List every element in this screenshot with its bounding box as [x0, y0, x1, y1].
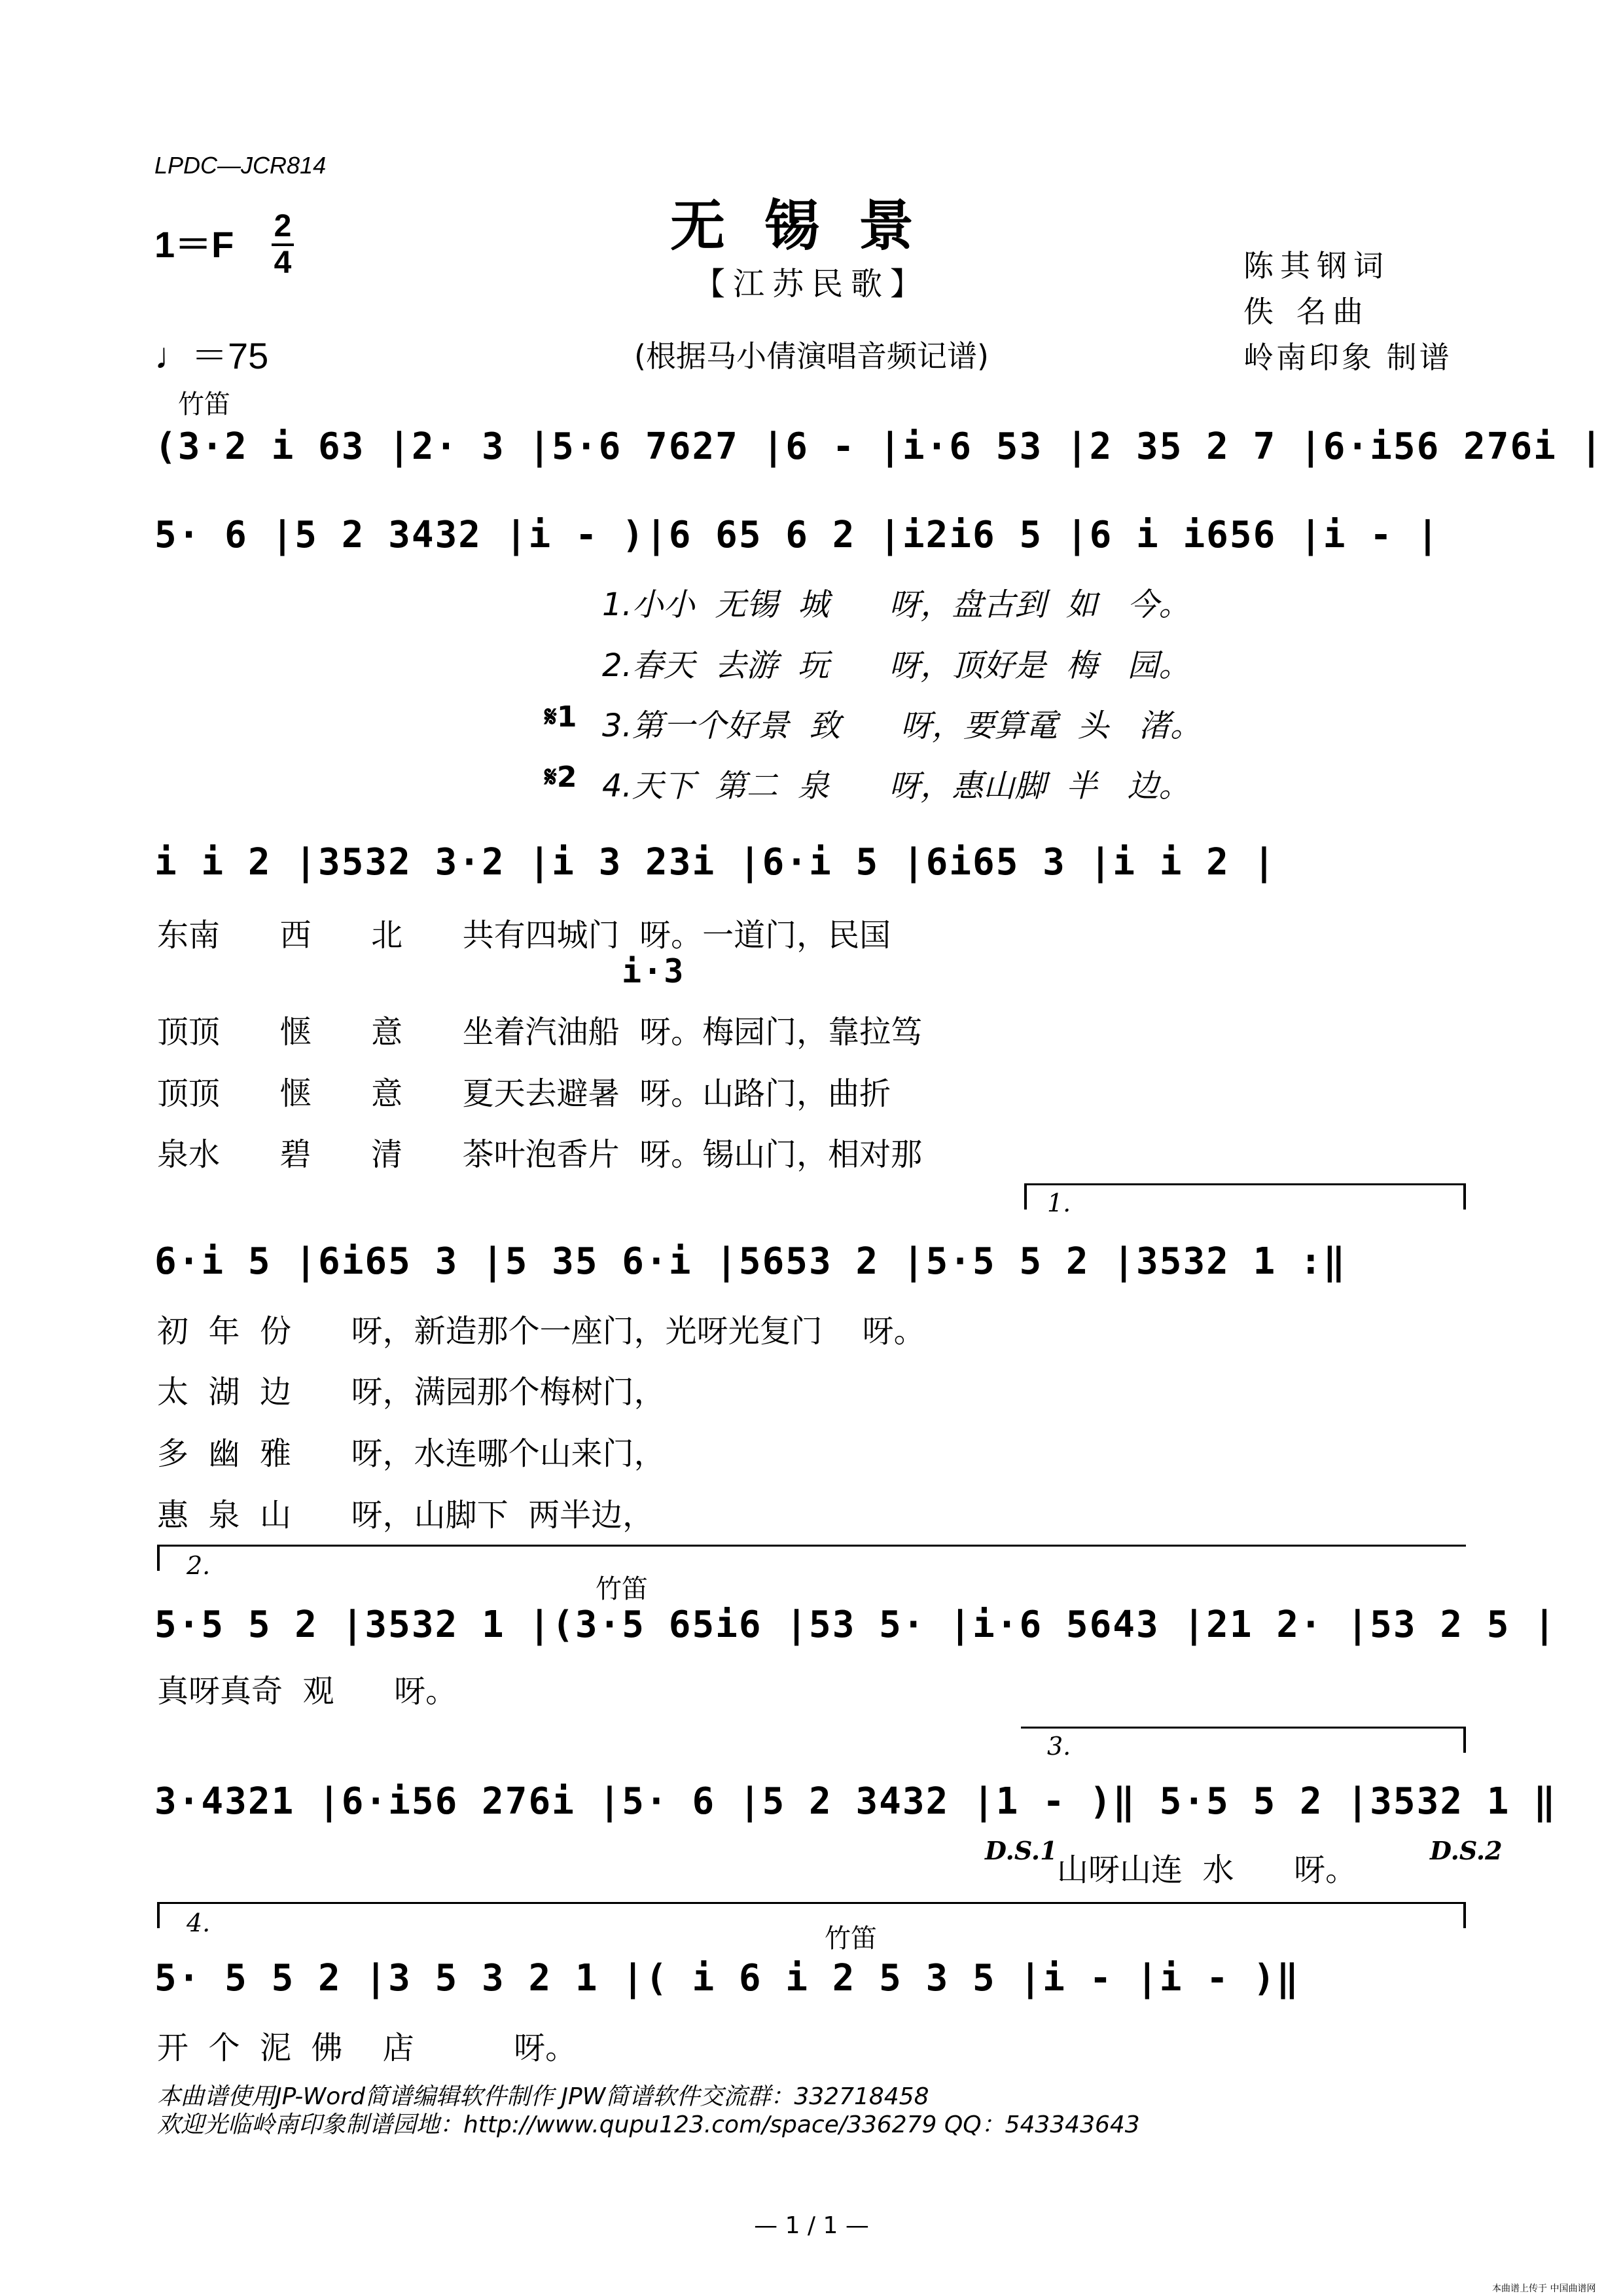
instrument-label: 竹笛 — [178, 389, 230, 420]
tempo-marking: ♩＝75 — [154, 335, 269, 376]
lyrics-line-5: 初 年 份 呀，新造那个一座门，光呀光复门 呀。 — [157, 1313, 925, 1350]
time-signature — [272, 211, 294, 279]
alternate-note: i·3 — [622, 952, 685, 990]
ending-1-label: 1. — [1047, 1189, 1071, 1217]
ending-2-lyrics: 真呀真奇 观 呀。 — [157, 1673, 457, 1710]
lyrics-line-6: 太 湖 边 呀，满园那个梅树门， — [157, 1374, 666, 1410]
lyrics-line-3: 顶顶 惬 意 夏天去避暑 呀。山路门，曲折 — [157, 1075, 891, 1112]
ending-1-bracket-left — [1024, 1183, 1027, 1210]
verse-4: 4.天下 第二 泉 呀，惠山脚 半 边。 — [602, 768, 1190, 804]
verse-1: 1.小小 无锡 城 呀，盘古到 如 今。 — [602, 586, 1190, 623]
ending-4-lyrics: 开 个 泥 佛 店 呀。 — [157, 2030, 577, 2066]
upload-watermark: 本曲谱上传于 中国曲谱网 — [1492, 2284, 1596, 2294]
song-subtitle: 【江苏民歌】 — [693, 266, 929, 302]
ending-3-bracket-right — [1463, 1727, 1466, 1753]
notation-system-3: i i 2 |3532 3·2 |i 3 23i |6·i 5 |6i65 3 |i i 2 | — [154, 841, 1277, 884]
lyrics-line-8: 惠 泉 山 呀，山脚下 两半边， — [157, 1497, 654, 1534]
ending-3-bracket — [1021, 1727, 1466, 1729]
ending-3-lyrics: 山呀山连 水 呀。 — [1057, 1852, 1357, 1888]
ending-4-label: 4. — [187, 1909, 211, 1937]
notation-system-7: 5· 5 5 2 |3 5 3 2 1 |( i 6 i 2 5 3 5 |i - |i - )‖ — [154, 1957, 1300, 2000]
lyrics-line-4: 泉水 碧 清 茶叶泡香片 呀。锡山门，相对那 — [157, 1136, 923, 1173]
lyrics-line-1: 东南 西 北 共有四城门 呀。一道门，民国 — [157, 917, 891, 954]
time-numerator: 2 — [274, 209, 292, 243]
notation-system-4: 6·i 5 |6i65 3 |5 35 6·i |5653 2 |5·5 5 2 |3532 1 :‖ — [154, 1240, 1347, 1283]
arranger-credit: 岭南印象 制谱 — [1243, 340, 1452, 375]
composer-credit: 佚 名曲 — [1243, 294, 1370, 329]
ds1-mark: D.S.1 — [985, 1836, 1058, 1865]
transcription-source: (根据马小倩演唱音频记谱) — [634, 338, 989, 374]
notation-system-1: (3·2 i 63 |2· 3 |5·6 7627 |6 - |i·6 53 |2 35 2 7 |6·i56 276i | — [154, 425, 1604, 468]
ending-2-bracket-left — [157, 1545, 160, 1571]
lyrics-line-7: 多 幽 雅 呀，水连哪个山来门， — [157, 1435, 666, 1472]
ending-1-bracket — [1024, 1183, 1466, 1185]
lyricist-credit: 陈其钢词 — [1243, 248, 1390, 283]
segno-2: 𝄋2 — [544, 761, 577, 794]
ending-2-bracket — [157, 1545, 1466, 1547]
ending-1-bracket-right — [1463, 1183, 1466, 1210]
verse-2: 2.春天 去游 玩 呀，顶好是 梅 园。 — [602, 647, 1190, 684]
page-number: — 1 / 1 — — [754, 2212, 869, 2239]
ds2-mark: D.S.2 — [1430, 1836, 1503, 1865]
ending-4-bracket-left — [157, 1902, 160, 1928]
time-denominator: 4 — [274, 245, 292, 280]
footer-line-2: 欢迎光临岭南印象制谱园地：http://www.qupu123.com/space/336279 QQ：543343643 — [157, 2111, 1140, 2138]
verse-3: 3.第一个好景 致 呀，要算鼋 头 渚。 — [602, 708, 1202, 744]
ending-2-label: 2. — [187, 1551, 211, 1580]
notation-system-2: 5· 6 |5 2 3432 |i - )|6 65 6 2 |i2i6 5 |6 i i656 |i - | — [154, 514, 1440, 556]
segno-1: 𝄋1 — [544, 700, 577, 734]
key-signature: 1＝F — [154, 224, 234, 265]
ending-4-bracket-right — [1463, 1902, 1466, 1928]
instrument-label-3: 竹笛 — [825, 1924, 877, 1954]
instrument-label-2: 竹笛 — [596, 1574, 648, 1604]
notation-system-5: 5·5 5 2 |3532 1 |(3·5 65i6 |53 5· |i·6 5643 |21 2· |53 2 5 | — [154, 1604, 1557, 1646]
score-code: LPDC—JCR814 — [154, 152, 327, 179]
notation-system-6: 3·4321 |6·i56 276i |5· 6 |5 2 3432 |1 - )‖ 5·5 5 2 |3532 1 ‖ — [154, 1780, 1557, 1823]
song-title: 无锡景 — [669, 193, 953, 258]
ending-3-label: 3. — [1047, 1732, 1071, 1761]
footer-line-1: 本曲谱使用JP-Word简谱编辑软件制作 JPW简谱软件交流群：332718458 — [157, 2083, 929, 2110]
lyrics-line-2: 顶顶 惬 意 坐着汽油船 呀。梅园门，靠拉笃 — [157, 1014, 923, 1050]
ending-4-bracket — [157, 1902, 1466, 1904]
